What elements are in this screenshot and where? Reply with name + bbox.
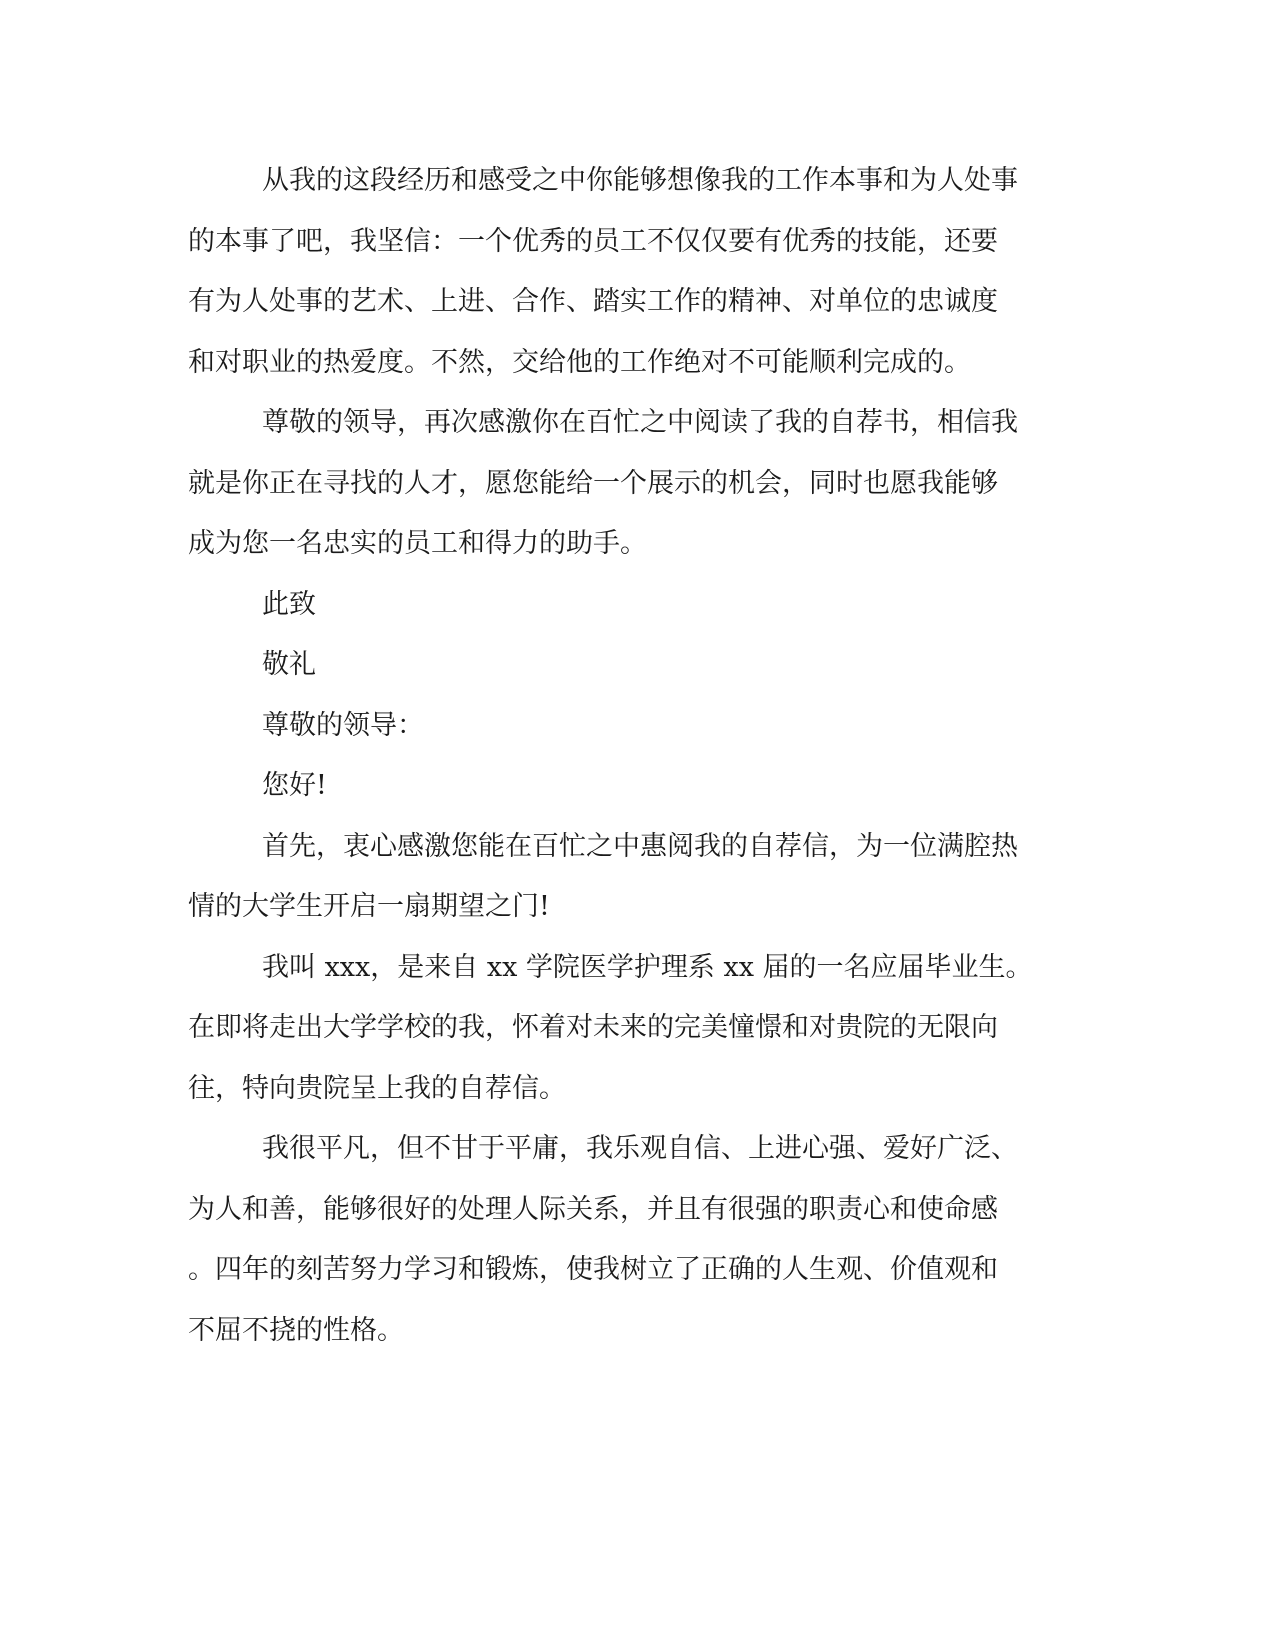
paragraph-opening xyxy=(188,824,1068,945)
text-line: 情的大学生开启一扇期望之门! xyxy=(188,891,550,922)
text-line: 敬礼 xyxy=(262,649,316,680)
text-line: 就是你正在寻找的人才，愿您能给一个展示的机会，同时也愿我能够 xyxy=(188,467,998,499)
text-line: 从我的这段经历和感受之中你能够想像我的工作本事和为人处事 xyxy=(262,165,1018,196)
text-line: 成为您一名忠实的员工和得力的助手。 xyxy=(188,528,647,559)
paragraph-thanks xyxy=(188,400,1068,582)
paragraph-character xyxy=(188,1126,1068,1368)
text-line: 首先，衷心感激您能在百忙之中惠阅我的自荐信，为一位满腔热 xyxy=(262,830,1018,862)
text-line: 我很平凡，但不甘于平庸，我乐观自信、上进心强、爱好广泛、 xyxy=(262,1133,1018,1164)
text-line: 在即将走出大学学校的我，怀着对未来的完美憧憬和对贵院的无限向 xyxy=(188,1012,998,1043)
closing-cizhi xyxy=(188,582,1068,643)
text-line: 我叫 xxx，是来自 xx 学院医学护理系 xx 届的一名应届毕业生。 xyxy=(262,951,1033,983)
text-line: 往，特向贵院呈上我的自荐信。 xyxy=(188,1072,566,1104)
text-line: 不屈不挠的性格。 xyxy=(188,1314,404,1346)
text-line: 尊敬的领导： xyxy=(262,709,424,741)
letter-body xyxy=(188,158,1068,1368)
closing-jingli xyxy=(188,642,1068,703)
text-line: 的本事了吧，我坚信：一个优秀的员工不仅仅要有优秀的技能，还要 xyxy=(188,225,998,257)
text-line: 此致 xyxy=(262,588,316,620)
text-line: 为人和善，能够很好的处理人际关系，并且有很强的职责心和使命感 xyxy=(188,1193,998,1225)
text-line: 尊敬的领导，再次感激你在百忙之中阅读了我的自荐书，相信我 xyxy=(262,407,1018,438)
salutation xyxy=(188,703,1068,764)
text-line: 和对职业的热爱度。不然，交给他的工作绝对不可能顺利完成的。 xyxy=(188,346,971,378)
paragraph-introduction xyxy=(188,945,1068,1127)
paragraph-experience xyxy=(188,158,1068,400)
text-line: 您好! xyxy=(262,770,327,801)
greeting xyxy=(188,763,1068,824)
text-line: 。四年的刻苦努力学习和锻炼，使我树立了正确的人生观、价值观和 xyxy=(188,1254,998,1285)
text-line: 有为人处事的艺术、上进、合作、踏实工作的精神、对单位的忠诚度 xyxy=(188,286,998,317)
